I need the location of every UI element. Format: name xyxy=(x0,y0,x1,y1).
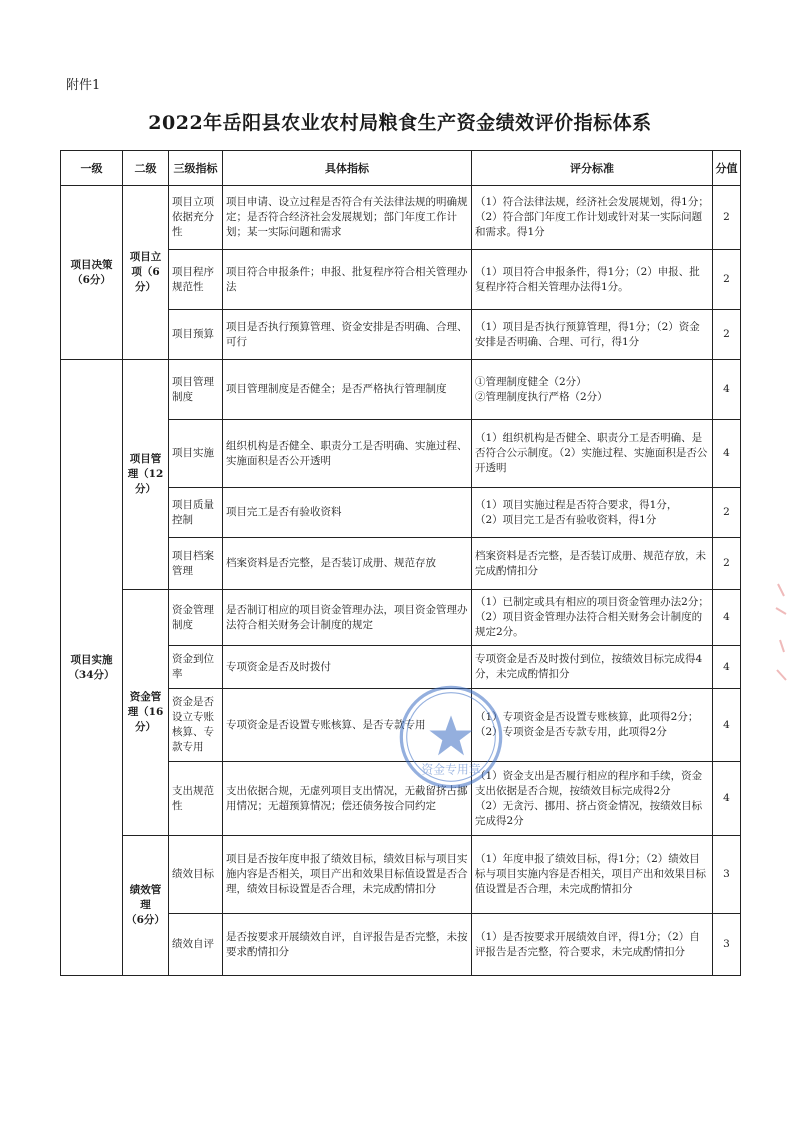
indicator-cell: 专项资金是否设置专账核算、是否专款专用 xyxy=(223,689,472,762)
score-cell: 2 xyxy=(713,310,741,360)
header-level1: 一级 xyxy=(61,151,123,186)
standard-cell: ①管理制度健全（2分） ②管理制度执行严格（2分） xyxy=(472,360,713,420)
level3-cell: 项目立项依据充分性 xyxy=(169,186,223,250)
document-title: 2022年岳阳县农业农村局粮食生产资金绩效评价指标体系 xyxy=(148,112,652,134)
level3-cell: 项目实施 xyxy=(169,420,223,488)
level3-cell: 绩效目标 xyxy=(169,836,223,914)
level3-cell: 资金到位率 xyxy=(169,646,223,689)
level3-cell: 资金管理制度 xyxy=(169,590,223,646)
score-cell: 4 xyxy=(713,590,741,646)
header-score: 分值 xyxy=(713,151,741,186)
standard-cell: （1）专项资金是否设置专账核算，此项得2分；（2）专项资金是否专款专用，此项得2分 xyxy=(472,689,713,762)
standard-cell: （1）符合法律法规，经济社会发展规划，得1分；（2）符合部门年度工作计划或针对某一实际问题和需求。得1分 xyxy=(472,186,713,250)
header-level2: 二级 xyxy=(123,151,169,186)
header-row xyxy=(61,151,741,186)
score-cell: 2 xyxy=(713,538,741,590)
standard-cell: 专项资金是否及时拨付到位，按绩效目标完成得4分，未完成酌情扣分 xyxy=(472,646,713,689)
level3-cell: 资金是否设立专账核算、专款专用 xyxy=(169,689,223,762)
level3-cell: 项目程序规范性 xyxy=(169,250,223,310)
level3-cell: 项目质量控制 xyxy=(169,488,223,538)
indicator-cell: 项目申请、设立过程是否符合有关法律法规的明确规定；是否符合经济社会发展规划；部门年度工作计划；某一实际问题和需求 xyxy=(223,186,472,250)
indicator-cell: 档案资料是否完整，是否装订成册、规范存放 xyxy=(223,538,472,590)
indicator-cell: 是否制订相应的项目资金管理办法，项目资金管理办法符合相关财务会计制度的规定 xyxy=(223,590,472,646)
standard-cell: （1）项目符合申报条件，得1分；（2）申报、批复程序符合相关管理办法得1分。 xyxy=(472,250,713,310)
indicator-cell: 组织机构是否健全、职责分工是否明确、实施过程、实施面积是否公开透明 xyxy=(223,420,472,488)
score-cell: 2 xyxy=(713,488,741,538)
score-cell: 2 xyxy=(713,186,741,250)
score-cell: 4 xyxy=(713,689,741,762)
level3-cell: 项目档案管理 xyxy=(169,538,223,590)
level3-cell: 绩效自评 xyxy=(169,914,223,976)
header-level3: 三级指标 xyxy=(169,151,223,186)
indicator-cell: 是否按要求开展绩效自评，自评报告是否完整，未按要求酌情扣分 xyxy=(223,914,472,976)
standard-cell: （1）已制定或具有相应的项目资金管理办法2分；（2）项目资金管理办法符合相关财务会计制度的规定2分。 xyxy=(472,590,713,646)
score-cell: 4 xyxy=(713,360,741,420)
standard-cell: （1）组织机构是否健全、职责分工是否明确、是否符合公示制度。（2）实施过程、实施面积是否公开透明 xyxy=(472,420,713,488)
header-standard: 评分标准 xyxy=(472,151,713,186)
indicator-table xyxy=(60,150,741,976)
score-cell: 4 xyxy=(713,420,741,488)
table-row xyxy=(61,836,741,914)
score-cell: 4 xyxy=(713,762,741,836)
header-indicator: 具体指标 xyxy=(223,151,472,186)
score-cell: 2 xyxy=(713,250,741,310)
standard-cell: （1）项目实施过程是否符合要求，得1分， （2）项目完工是否有验收资料，得1分 xyxy=(472,488,713,538)
level2-cell: 项目管 理（12 分） xyxy=(123,360,169,590)
level1-cell: 项目实施 （34分） xyxy=(61,360,123,976)
table-row xyxy=(61,590,741,646)
score-cell: 4 xyxy=(713,646,741,689)
standard-cell: （1）项目是否执行预算管理，得1分；（2）资金安排是否明确、合理、可行，得1分 xyxy=(472,310,713,360)
standard-cell: （1）资金支出是否履行相应的程序和手续，资金支出依据是否合规，按绩效目标完成得2分 （2）无贪污、挪用、挤占资金情况，按绩效目标完成得2分 xyxy=(472,762,713,836)
standard-cell: （1）是否按要求开展绩效自评，得1分；（2）自评报告是否完整，符合要求，未完成酌情扣分 xyxy=(472,914,713,976)
level2-cell: 资金管 理（16 分） xyxy=(123,590,169,836)
edge-mark-icon xyxy=(772,580,790,690)
indicator-cell: 项目完工是否有验收资料 xyxy=(223,488,472,538)
level2-cell: 项目立 项（6 分） xyxy=(123,186,169,360)
score-cell: 3 xyxy=(713,914,741,976)
level3-cell: 项目预算 xyxy=(169,310,223,360)
level1-cell: 项目决策 （6分） xyxy=(61,186,123,360)
indicator-cell: 项目是否按年度申报了绩效目标，绩效目标与项目实施内容是否相关，项目产出和效果目标值设置是否合理，绩效目标设置是否合理，未完成酌情扣分 xyxy=(223,836,472,914)
indicator-cell: 专项资金是否及时拨付 xyxy=(223,646,472,689)
indicator-cell: 项目符合申报条件；申报、批复程序符合相关管理办法 xyxy=(223,250,472,310)
table-row xyxy=(61,360,741,420)
standard-cell: （1）年度申报了绩效目标，得1分；（2）绩效目标与项目实施内容是否相关，项目产出和效果目标值设置是否合理，未完成酌情扣分 xyxy=(472,836,713,914)
indicator-cell: 项目是否执行预算管理、资金安排是否明确、合理、可行 xyxy=(223,310,472,360)
table-row xyxy=(61,186,741,250)
standard-cell: 档案资料是否完整，是否装订成册、规范存放，未完成酌情扣分 xyxy=(472,538,713,590)
score-cell: 3 xyxy=(713,836,741,914)
level3-cell: 支出规范性 xyxy=(169,762,223,836)
level3-cell: 项目管理制度 xyxy=(169,360,223,420)
indicator-cell: 项目管理制度是否健全；是否严格执行管理制度 xyxy=(223,360,472,420)
seal-text: 资金专用章 xyxy=(421,762,481,777)
attachment-label: 附件1 xyxy=(66,78,101,93)
indicator-cell: 支出依据合规，无虚列项目支出情况，无截留挤占挪用情况；无超预算情况；偿还债务按合同约定 xyxy=(223,762,472,836)
level2-cell: 绩效管 理 （6分） xyxy=(123,836,169,976)
